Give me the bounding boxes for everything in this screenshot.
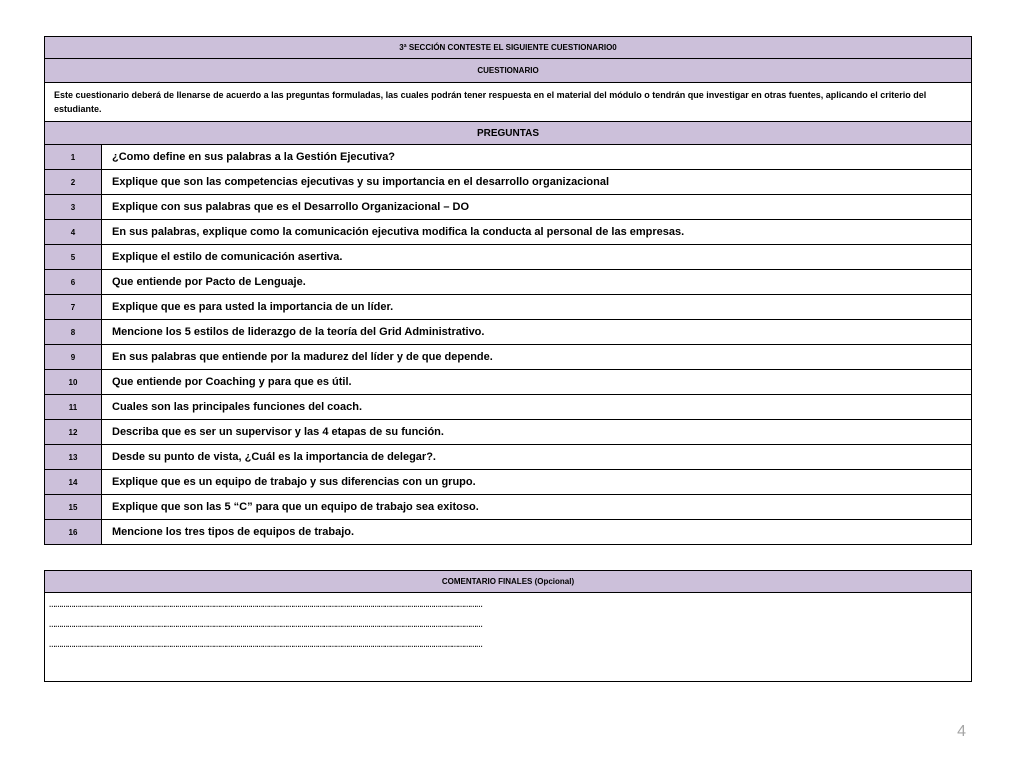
question-row — [45, 220, 972, 245]
question-row — [45, 270, 972, 295]
questions-title: PREGUNTAS — [45, 122, 972, 145]
question-number: 3 — [45, 195, 102, 220]
question-number: 9 — [45, 345, 102, 370]
question-number: 15 — [45, 495, 102, 520]
questionnaire-table — [44, 36, 972, 545]
comment-line[interactable]: …………………………………………………………………………………………………………………………………………………………………………………………… — [49, 599, 483, 611]
question-text: Mencione los tres tipos de equipos de trabajo. — [102, 520, 972, 545]
question-text: Que entiende por Coaching y para que es útil. — [102, 370, 972, 395]
question-text: Explique que es un equipo de trabajo y sus diferencias con un grupo. — [102, 470, 972, 495]
question-number: 2 — [45, 170, 102, 195]
question-row — [45, 470, 972, 495]
question-row — [45, 495, 972, 520]
comments-area[interactable] — [45, 593, 972, 682]
question-row — [45, 145, 972, 170]
question-row — [45, 345, 972, 370]
question-number: 13 — [45, 445, 102, 470]
question-text: Explique que son las competencias ejecutivas y su importancia en el desarrollo organizacional — [102, 170, 972, 195]
question-row — [45, 245, 972, 270]
question-row — [45, 445, 972, 470]
question-text: Desde su punto de vista, ¿Cuál es la importancia de delegar?. — [102, 445, 972, 470]
question-row — [45, 195, 972, 220]
comments-title: COMENTARIO FINALES (Opcional) — [45, 571, 972, 593]
questionnaire-title: CUESTIONARIO — [45, 59, 972, 83]
question-row — [45, 395, 972, 420]
question-number: 5 — [45, 245, 102, 270]
question-row — [45, 370, 972, 395]
question-row — [45, 170, 972, 195]
question-row — [45, 295, 972, 320]
question-text: En sus palabras, explique como la comunicación ejecutiva modifica la conducta al personal de las empresas. — [102, 220, 972, 245]
question-number: 1 — [45, 145, 102, 170]
question-number: 6 — [45, 270, 102, 295]
question-number: 16 — [45, 520, 102, 545]
comment-line[interactable]: …………………………………………………………………………………………………………………………………………………………………………………………… — [49, 639, 483, 651]
question-number: 10 — [45, 370, 102, 395]
question-text: Explique que son las 5 “C” para que un equipo de trabajo sea exitoso. — [102, 495, 972, 520]
question-number: 8 — [45, 320, 102, 345]
question-number: 11 — [45, 395, 102, 420]
question-text: En sus palabras que entiende por la madurez del líder y de que depende. — [102, 345, 972, 370]
question-text: Explique con sus palabras que es el Desarrollo Organizacional – DO — [102, 195, 972, 220]
comment-line[interactable]: …………………………………………………………………………………………………………………………………………………………………………………………… — [49, 619, 483, 631]
question-row — [45, 520, 972, 545]
question-text: Que entiende por Pacto de Lenguaje. — [102, 270, 972, 295]
question-row — [45, 320, 972, 345]
question-text: Cuales son las principales funciones del coach. — [102, 395, 972, 420]
question-number: 4 — [45, 220, 102, 245]
question-number: 7 — [45, 295, 102, 320]
question-number: 12 — [45, 420, 102, 445]
comments-table — [44, 570, 972, 682]
question-text: ¿Como define en sus palabras a la Gestión Ejecutiva? — [102, 145, 972, 170]
question-text: Explique el estilo de comunicación asertiva. — [102, 245, 972, 270]
question-number: 14 — [45, 470, 102, 495]
question-text: Describa que es ser un supervisor y las 4 etapas de su función. — [102, 420, 972, 445]
question-text: Explique que es para usted la importancia de un líder. — [102, 295, 972, 320]
question-text: Mencione los 5 estilos de liderazgo de la teoría del Grid Administrativo. — [102, 320, 972, 345]
question-row — [45, 420, 972, 445]
section-title: 3ª SECCIÓN CONTESTE EL SIGUIENTE CUESTIONARIO0 — [45, 37, 972, 59]
page-number: 4 — [957, 723, 966, 740]
instructions-text: Este cuestionario deberá de llenarse de acuerdo a las preguntas formuladas, las cuales podrán tener respuesta en el material del módulo o tendrán que investigar en otras fuentes, aplicando el criterio del estudiante. — [45, 83, 972, 122]
